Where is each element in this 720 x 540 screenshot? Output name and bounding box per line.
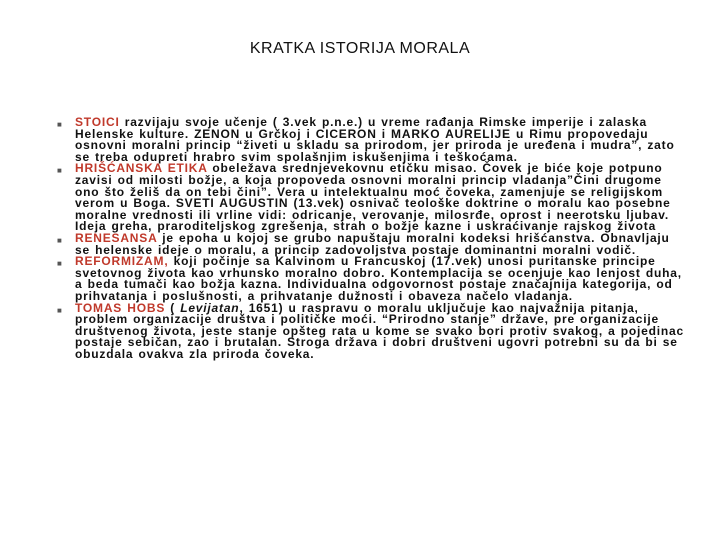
history-list <box>57 117 687 360</box>
list-item-reformizam <box>57 256 687 302</box>
page-title: KRATKA ISTORIJA MORALA <box>249 40 471 57</box>
book-title: Levijatan <box>180 300 240 315</box>
list-item-renesansa <box>57 230 687 257</box>
square-bullet-icon: ■ <box>57 305 63 315</box>
item-heading: STOICI <box>75 115 120 129</box>
item-text: koji počinje sa Kalvinom u Francuskoj (17.vek) unosi puritanske principe svetovnog života kao vrhunsko moralno dobro. Kontemplacija se ocenjuje kao lenjost duha, a beda tumači kao božja kazna. Individualna odgovornost postaje značajnija kategorija, od prihvatanja i poslušnosti, a prihvatanje dužnosti i obaveza načelo vladanja. <box>75 254 682 303</box>
item-text: je epoha u kojoj se grubo napuštaju moralni kodeksi hrišćanstva. Obnavljaju se helenske ideje o moralu, a princip zadovoljstva postaje dominantni moralni vodič. <box>75 230 670 257</box>
square-bullet-icon: ■ <box>57 235 63 245</box>
item-heading: RENESANSA <box>75 230 158 245</box>
item-text: razvijaju svoje učenje ( 3.vek p.n.e.) u vreme rađanja Rimske imperije i zalaska Helenske kulture. ZENON u Grčkoj i CICERON i MARKO AURELIJE u Rimu propovedaju osnovni moralni princip “živeti u skladu sa prirodom, jer priroda je uređena i mudra”, zato se treba odupreti hrabro svim spolašnjim iskušenjima i teškoćama. <box>75 115 675 164</box>
item-heading: HRIŠĆANSKA ETIKA <box>75 161 208 176</box>
item-heading: TOMAS HOBS <box>75 300 166 315</box>
item-text: obeležava srednjevekovnu etičku misao. Čovek je biće koje potpuno zavisi od milosti božje, a koja propoveda osnovni moralni princip vladanja”Čini drugome ono što želiš da on tebi čini”. Vera u intelektualnu moć čoveka, zamenjuje se religijskom verom u Boga. SVETI AUGUSTIN (13.vek) osnivač teološke doktrine o moralu kao posebne moralne vrednosti ili vrline vidi: odricanje, verovanje, milosrđe, oprost i neerotsku ljubav. Ideja greha, praroditeljskog zgrešenja, strah o božje kazne i uskraćivanje rajskog života <box>75 161 671 234</box>
list-item-stoici <box>57 117 687 163</box>
item-text: , 1651) u raspravu o moralu uključuje kao najvažnija pitanja, problem organizacije društva i političke moći. “Prirodno stanje” države, pre organizacije društvenog života, jeste stanje opšteg rata u kome se svako bori protiv svakog, a pojedinac postaje sebičan, zao i brutalan. Stroga država i dobri društveni ugovri potrebni su da bi se obuzdala ovakva zla priroda čoveka. <box>75 300 684 361</box>
square-bullet-icon: ■ <box>57 166 63 176</box>
item-heading: REFORMIZAM, <box>75 254 169 269</box>
square-bullet-icon: ■ <box>57 259 63 269</box>
item-text-prefix: ( <box>165 300 181 315</box>
square-bullet-icon: ■ <box>57 120 63 129</box>
list-item-tomas-hobs <box>57 300 687 361</box>
list-item-hriscanska-etika <box>57 163 687 233</box>
